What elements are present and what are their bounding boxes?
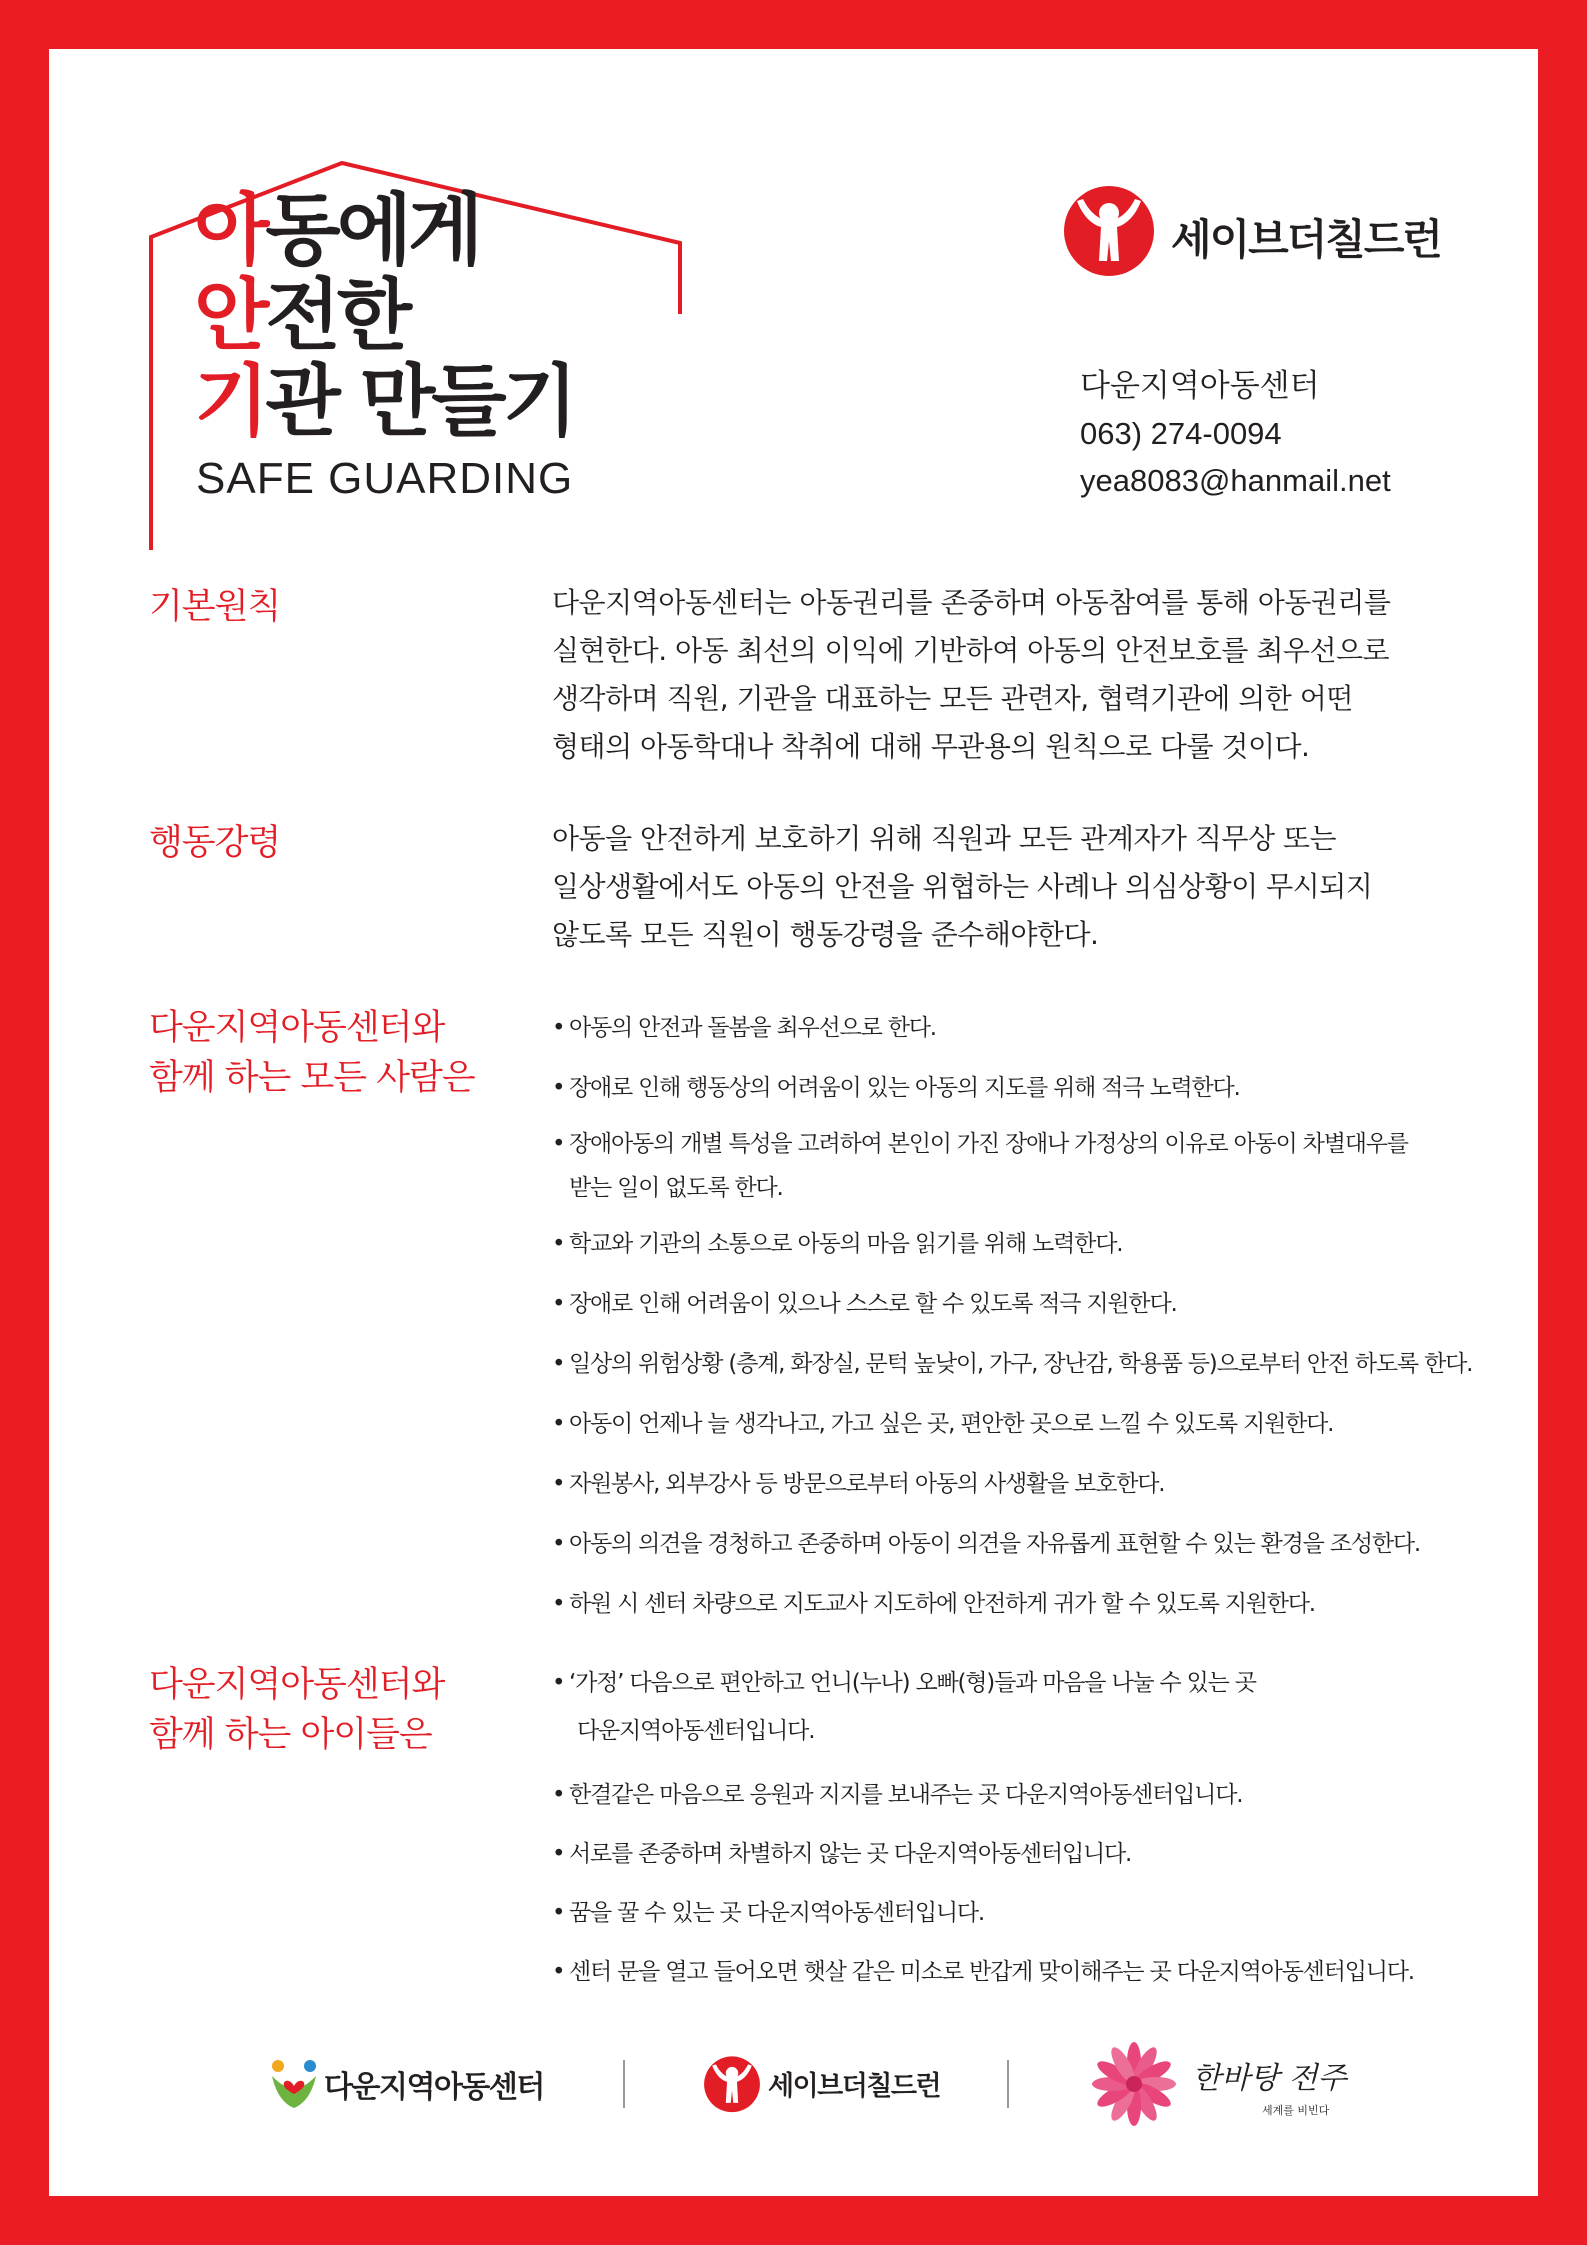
list-item: • 서로를 존중하며 차별하지 않는 곳 다운지역아동센터입니다. [552, 1828, 1414, 1880]
section-label-children: 다운지역아동센터와 함께 하는 아이들은 [149, 1665, 445, 1755]
title-line-2: 안전한 [194, 271, 409, 361]
footer-divider [623, 2060, 625, 2108]
title-subtitle: SAFE GUARDING [196, 454, 574, 503]
jeonju-script-text: 한바탕 전주 [1192, 2061, 1347, 2096]
section-text-conduct: 아동을 안전하게 보호하기 위해 직원과 모든 관계자가 직무상 또는 일상생활에서도 아동의 안전을 위협하는 사례나 의심상황이 무시되지 않도록 모든 직원이 행동강령을 준수해야한다. [552, 822, 1373, 951]
list-item: • 센터 문을 열고 들어오면 햇살 같은 미소로 반갑게 맞이해주는 곳 다운지역아동센터입니다. [552, 1946, 1414, 1998]
jeonju-tagline: 세계를 비빈다 [1262, 2104, 1330, 2117]
section-label-people: 다운지역아동센터와 함께 하는 모든 사람은 [149, 1008, 475, 1098]
section-text-principle: 다운지역아동센터는 아동권리를 존중하며 아동참여를 통해 아동권리를 실현한다. 아동 최선의 이익에 기반하여 아동의 안전보호를 최우선으로 생각하며 직원, 기관을 대표하는 모든 관련자, 협력기관에 의한 어떤 형태의 아동학대나 착취에 대해 무관용의 원칙으로 다룰 것이다. [552, 586, 1391, 763]
contact-org: 다운지역아동센터 [1080, 368, 1320, 404]
list-item: • 하원 시 센터 차량으로 지도교사 지도하에 안전하게 귀가 할 수 있도록 지원한다. [552, 1578, 1472, 1630]
list-item: • 자원봉사, 외부강사 등 방문으로부터 아동의 사생활을 보호한다. [552, 1458, 1472, 1510]
contact-block [1080, 363, 1391, 504]
section-label-principle: 기본원칙 [149, 587, 281, 627]
people-list [552, 1002, 1472, 1638]
footer-save-the-children-icon [701, 2052, 763, 2114]
list-item: • 장애로 인해 행동상의 어려움이 있는 아동의 지도를 위해 적극 노력한다. [552, 1062, 1472, 1114]
list-item: • 아동의 안전과 돌봄을 최우선으로 한다. [552, 1002, 1472, 1054]
daun-center-logo-icon [268, 2056, 320, 2112]
list-item: • 장애로 인해 어려움이 있으나 스스로 할 수 있도록 적극 지원한다. [552, 1278, 1472, 1330]
list-item: • 한결같은 마음으로 응원과 지지를 보내주는 곳 다운지역아동센터입니다. [552, 1769, 1414, 1821]
list-item: • 장애아동의 개별 특성을 고려하여 본인이 가진 장애나 가정상의 이유로 아동이 차별대우를 받는 일이 없도록 한다. [552, 1122, 1472, 1210]
footer-daun-name: 다운지역아동센터 [324, 2070, 544, 2105]
poster-sheet [49, 49, 1538, 2196]
contact-email: yea8083@hanmail.net [1080, 463, 1391, 498]
section-label-conduct: 행동강령 [149, 823, 281, 863]
list-item: • ‘가정’ 다음으로 편안하고 언니(누나) 오빠(형)들과 마음을 나눌 수 있는 곳 다운지역아동센터입니다. [552, 1659, 1414, 1755]
jeonju-city-logo-icon [1084, 2042, 1347, 2122]
footer-divider [1007, 2060, 1009, 2108]
contact-phone: 063) 274-0094 [1080, 416, 1282, 451]
brand-name: 세이브더칠드런 [1171, 215, 1442, 264]
list-item: • 학교와 기관의 소통으로 아동의 마음 읽기를 위해 노력한다. [552, 1218, 1472, 1270]
save-the-children-logo-icon [1059, 179, 1159, 279]
children-list [552, 1659, 1414, 2005]
footer-save-the-children-name: 세이브더칠드런 [768, 2071, 941, 2102]
list-item: • 일상의 위험상황 (층계, 화장실, 문턱 높낮이, 가구, 장난감, 학용품 등)으로부터 안전 하도록 한다. [552, 1338, 1472, 1390]
list-item: • 아동이 언제나 늘 생각나고, 가고 싶은 곳, 편안한 곳으로 느낄 수 있도록 지원한다. [552, 1398, 1472, 1450]
list-item: • 꿈을 꿀 수 있는 곳 다운지역아동센터입니다. [552, 1887, 1414, 1939]
title-line-3: 기관 만들기 [194, 357, 574, 447]
title-line-1: 아동에게 [194, 186, 480, 276]
list-item: • 아동의 의견을 경청하고 존중하며 아동이 의견을 자유롭게 표현할 수 있는 환경을 조성한다. [552, 1518, 1472, 1570]
